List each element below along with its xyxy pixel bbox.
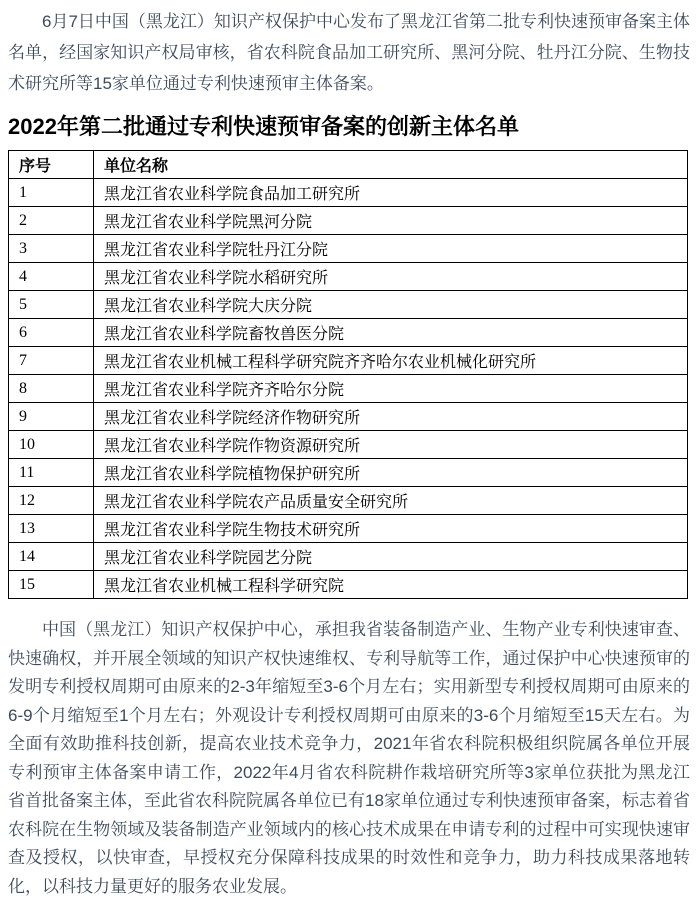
innovation-entities-table [8, 150, 688, 599]
table-row [9, 263, 688, 291]
table-row [9, 543, 688, 571]
table-row [9, 515, 688, 543]
row-index-cell: 12 [9, 487, 94, 515]
table-row [9, 291, 688, 319]
table-row [9, 403, 688, 431]
table-row [9, 179, 688, 207]
intro-paragraph: 6月7日中国（黑龙江）知识产权保护中心发布了黑龙江省第二批专利快速预审备案主体名单，经国家知识产权局审核，省农科院食品加工研究所、黑河分院、牡丹江分院、生物技术研究所等15家单位通过专利快速预审主体备案。 [8, 12, 690, 93]
unit-name-cell: 黑龙江省农业科学院大庆分院 [94, 291, 688, 319]
table-row [9, 319, 688, 347]
unit-name-cell: 黑龙江省农业科学院畜牧兽医分院 [94, 319, 688, 347]
table-header-row [9, 151, 688, 179]
table-body [9, 179, 688, 599]
row-index-cell: 15 [9, 571, 94, 599]
row-index-cell: 3 [9, 235, 94, 263]
row-index-cell: 5 [9, 291, 94, 319]
unit-name-cell: 黑龙江省农业科学院园艺分院 [94, 543, 688, 571]
table-row [9, 487, 688, 515]
row-index-cell: 6 [9, 319, 94, 347]
table-row [9, 235, 688, 263]
unit-name-cell: 黑龙江省农业机械工程科学研究院齐齐哈尔农业机械化研究所 [94, 347, 688, 375]
row-index-cell: 1 [9, 179, 94, 207]
unit-name-cell: 黑龙江省农业科学院食品加工研究所 [94, 179, 688, 207]
row-index-cell: 2 [9, 207, 94, 235]
unit-name-cell: 黑龙江省农业科学院植物保护研究所 [94, 459, 688, 487]
unit-name-cell: 黑龙江省农业机械工程科学研究院 [94, 571, 688, 599]
unit-name-cell: 黑龙江省农业科学院黑河分院 [94, 207, 688, 235]
table-row [9, 571, 688, 599]
unit-name-cell: 黑龙江省农业科学院生物技术研究所 [94, 515, 688, 543]
unit-name-cell: 黑龙江省农业科学院牡丹江分院 [94, 235, 688, 263]
row-index-cell: 10 [9, 431, 94, 459]
row-index-cell: 4 [9, 263, 94, 291]
table-title: 2022年第二批通过专利快速预审备案的创新主体名单 [8, 114, 519, 139]
row-index-cell: 9 [9, 403, 94, 431]
unit-name-cell: 黑龙江省农业科学院齐齐哈尔分院 [94, 375, 688, 403]
table-row [9, 347, 688, 375]
unit-name-cell: 黑龙江省农业科学院农产品质量安全研究所 [94, 487, 688, 515]
closing-paragraph: 中国（黑龙江）知识产权保护中心，承担我省装备制造产业、生物产业专利快速审查、快速确权，并开展全领域的知识产权快速维权、专利导航等工作，通过保护中心快速预审的发明专利授权周期可由原来的2-3年缩短至3-6个月左右；实用新型专利授权周期可由原来的6-9个月缩短至1个月左右；外观设计专利授权周期可由原来的3-6个月缩短至15天左右。为全面有效助推科技创新，提高农业技术竞争力，2021年省农科院积极组织院属各单位开展专利预审主体备案申请工作，2022年4月省农科院耕作栽培研究所等3家单位获批为黑龙江省首批备案主体，至此省农科院院属各单位已有18家单位通过专利快速预审备案，标志着省农科院在生物领域及装备制造产业领域内的核心技术成果在申请专利的过程中可实现快速审查及授权，以快审查，早授权充分保障科技成果的时效性和竞争力，助力科技成果落地转化，以科技力量更好的服务农业发展。 [8, 620, 690, 896]
column-header-unit-name: 单位名称 [94, 151, 688, 179]
row-index-cell: 11 [9, 459, 94, 487]
table-row [9, 431, 688, 459]
table-row [9, 207, 688, 235]
row-index-cell: 8 [9, 375, 94, 403]
unit-name-cell: 黑龙江省农业科学院水稻研究所 [94, 263, 688, 291]
table-row [9, 459, 688, 487]
unit-name-cell: 黑龙江省农业科学院作物资源研究所 [94, 431, 688, 459]
row-index-cell: 14 [9, 543, 94, 571]
row-index-cell: 13 [9, 515, 94, 543]
table-row [9, 375, 688, 403]
row-index-cell: 7 [9, 347, 94, 375]
column-header-index: 序号 [9, 151, 94, 179]
unit-name-cell: 黑龙江省农业科学院经济作物研究所 [94, 403, 688, 431]
